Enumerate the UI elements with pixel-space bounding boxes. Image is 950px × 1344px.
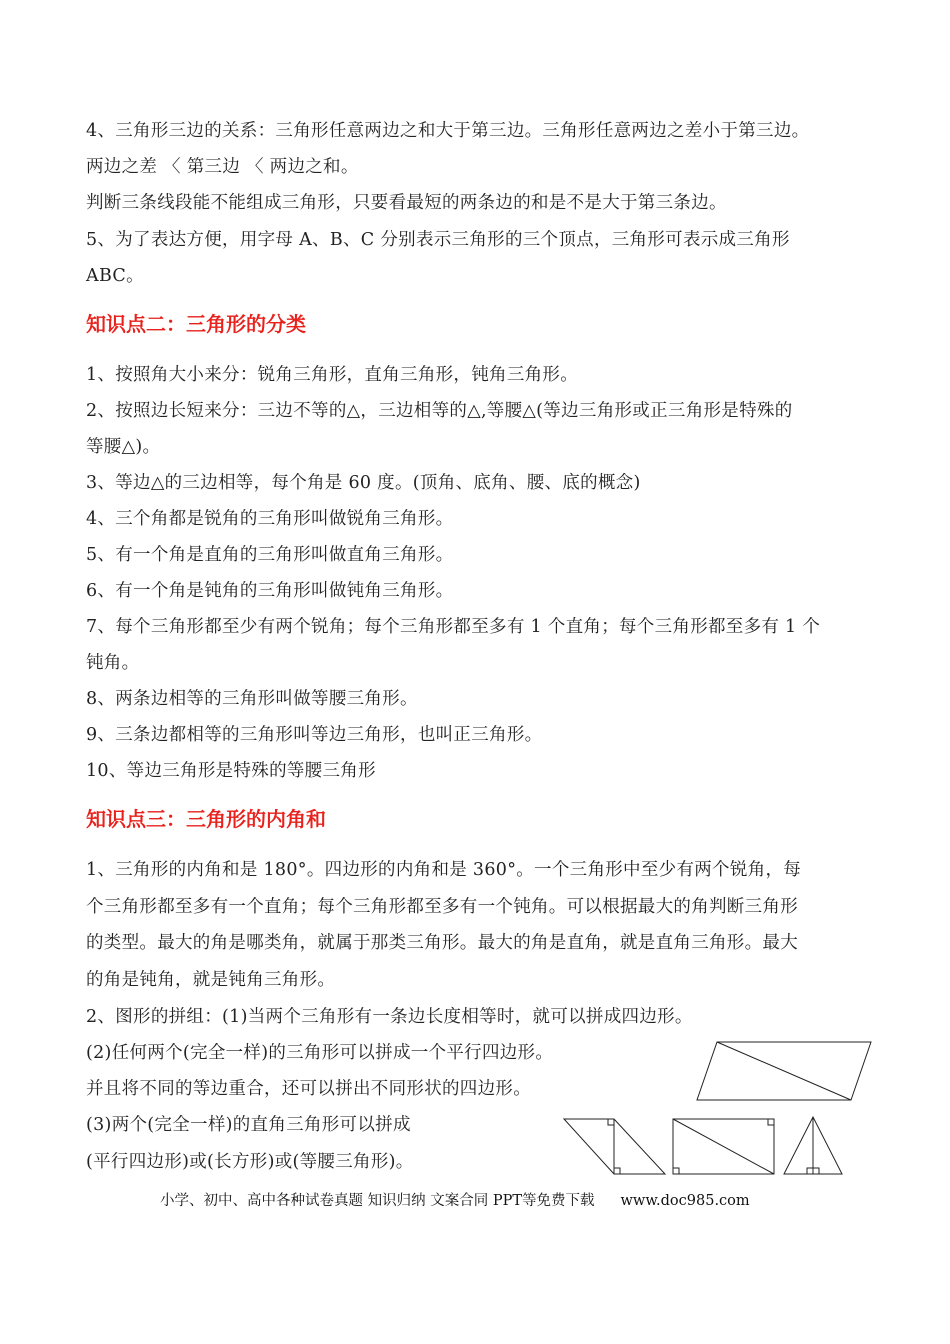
text-line: 5、有一个角是直角的三角形叫做直角三角形。 — [86, 545, 454, 565]
text-line: 2、按照边长短来分：三边不等的△，三边相等的△,等腰△(等边三角形或正三角形是特殊的 — [86, 401, 793, 421]
text-line: 4、三角形三边的关系：三角形任意两边之和大于第三边。三角形任意两边之差小于第三边。 — [86, 121, 810, 141]
section-heading-interior-angles: 知识点三：三角形的内角和 — [86, 807, 326, 831]
text-line: 两边之差 〈 第三边 〈 两边之和。 — [86, 157, 359, 177]
text-line: 个三角形都至多有一个直角；每个三角形都至多有一个钝角。可以根据最大的角判断三角形 — [86, 897, 798, 917]
text-line: 6、有一个角是钝角的三角形叫做钝角三角形。 — [86, 581, 454, 601]
text-line: 等腰△)。 — [86, 437, 161, 457]
right-angle-mark — [614, 1168, 620, 1174]
footer-url[interactable]: www.doc985.com — [620, 1193, 750, 1209]
text-line: 3、等边△的三边相等，每个角是 60 度。(顶角、底角、腰、底的概念) — [86, 473, 641, 493]
text-line: 的角是钝角，就是钝角三角形。 — [86, 970, 336, 990]
text-line: 7、每个三角形都至少有两个锐角；每个三角形都至多有 1 个直角；每个三角形都至多有 1 个 — [86, 617, 821, 637]
text-line: (平行四边形)或(长方形)或(等腰三角形)。 — [86, 1152, 414, 1172]
text-line: 1、按照角大小来分：锐角三角形，直角三角形，钝角三角形。 — [86, 365, 579, 385]
text-line: ABC。 — [86, 266, 144, 286]
right-triangles-parallelogram-figure — [562, 1117, 668, 1177]
text-line: 并且将不同的等边重合，还可以拼出不同形状的四边形。 — [86, 1079, 531, 1099]
text-line: 4、三个角都是锐角的三角形叫做锐角三角形。 — [86, 509, 454, 529]
parallelogram-figure — [695, 1040, 875, 1102]
text-line: 9、三条边都相等的三角形叫等边三角形，也叫正三角形。 — [86, 725, 543, 745]
page-footer — [160, 1191, 750, 1211]
right-angle-mark — [608, 1119, 614, 1125]
text-line: (2)任何两个(完全一样)的三角形可以拼成一个平行四边形。 — [86, 1043, 554, 1063]
right-angle-mark — [673, 1168, 679, 1174]
text-line: 的类型。最大的角是哪类角，就属于那类三角形。最大的角是直角，就是直角三角形。最大 — [86, 933, 798, 953]
text-line: 5、为了表达方便，用字母 A、B、C 分别表示三角形的三个顶点，三角形可表示成三角形 — [86, 230, 790, 250]
text-line: 1、三角形的内角和是 180°。四边形的内角和是 360°。一个三角形中至少有两个锐角，每 — [86, 860, 802, 880]
text-line: (3)两个(完全一样)的直角三角形可以拼成 — [86, 1115, 411, 1135]
text-line: 2、图形的拼组：(1)当两个三角形有一条边长度相等时，就可以拼成四边形。 — [86, 1007, 693, 1027]
text-line: 判断三条线段能不能组成三角形，只要看最短的两条边的和是不是大于第三条边。 — [86, 193, 727, 213]
right-angle-mark — [768, 1119, 774, 1125]
rectangle-diagonal — [673, 1119, 774, 1174]
footer-text: 小学、初中、高中各种试卷真题 知识归纳 文案合同 PPT等免费下载 — [160, 1193, 595, 1209]
text-line: 8、两条边相等的三角形叫做等腰三角形。 — [86, 689, 418, 709]
parallelogram-diagonal — [717, 1042, 851, 1100]
isosceles-triangle-figure — [782, 1115, 844, 1177]
rectangle-figure — [671, 1117, 777, 1177]
text-line: 10、等边三角形是特殊的等腰三角形 — [86, 761, 376, 781]
section-heading-classification: 知识点二：三角形的分类 — [86, 312, 306, 336]
text-line: 钝角。 — [86, 653, 140, 673]
